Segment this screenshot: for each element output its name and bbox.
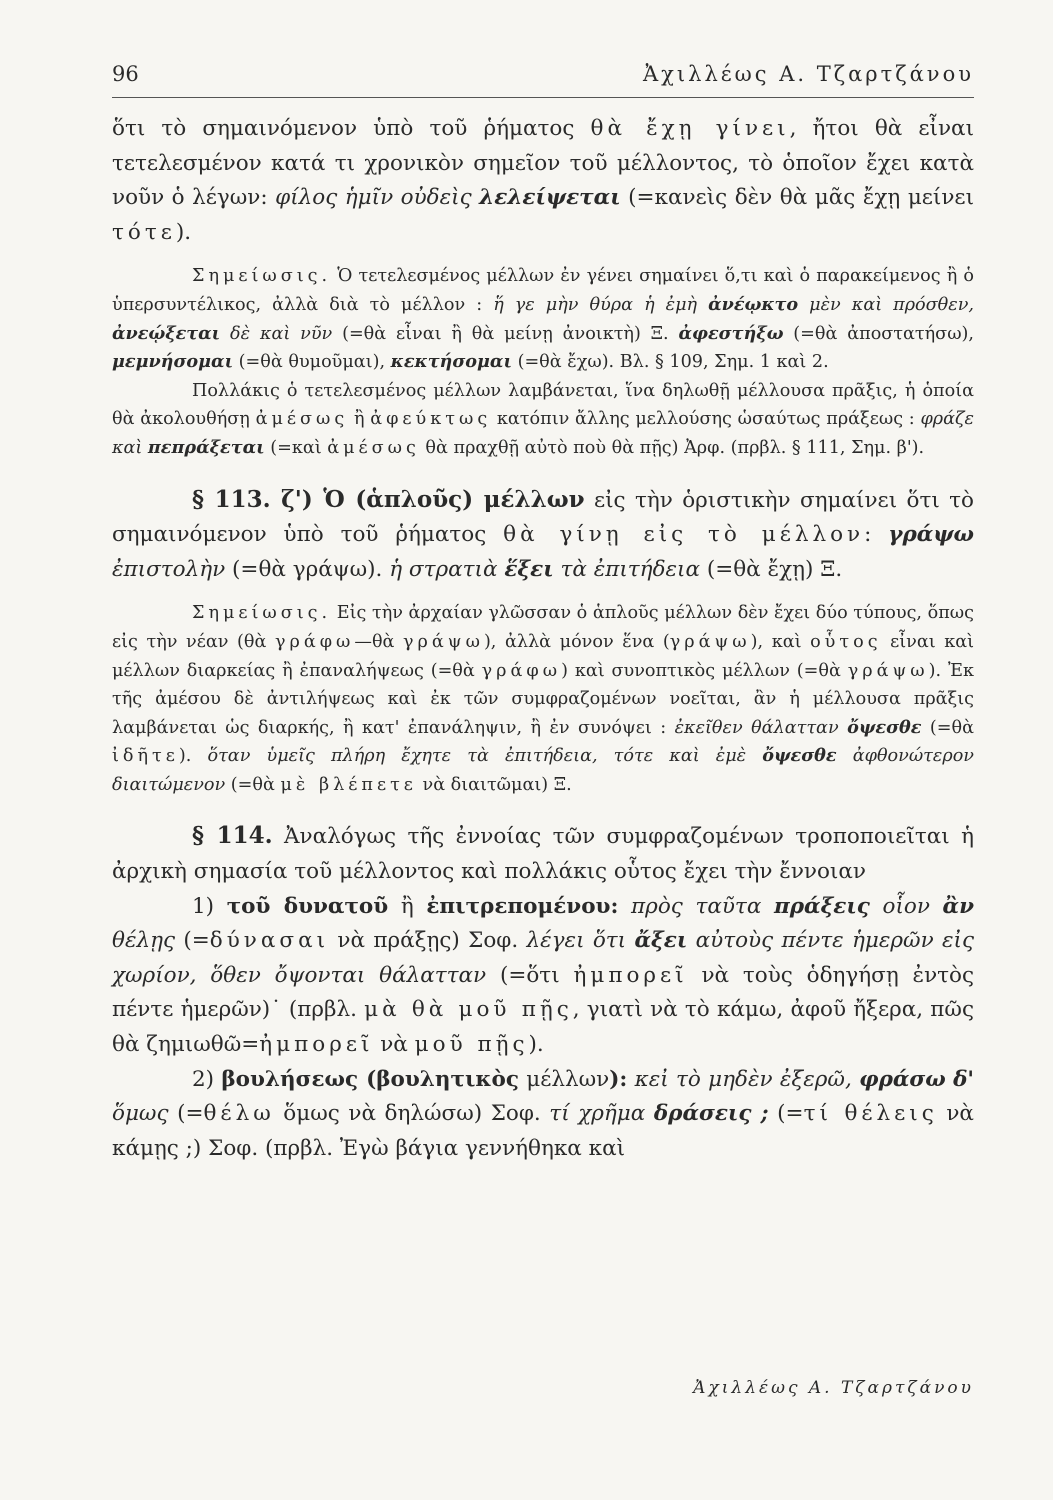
note-simple-future (112, 599, 974, 799)
bold-text: βουλήσεως (βουλητικὸς (221, 1066, 519, 1092)
bold-italic-text: λελείψεται (479, 185, 621, 211)
spaced-text: ἀφεύκτως (370, 409, 492, 430)
text: (= (168, 1101, 204, 1127)
text: (=θὰ (921, 717, 974, 738)
section-heading: § 113. ζ') Ὁ (ἁπλοῦς) μέλλων (192, 485, 585, 513)
italic-text: αὐτοὺς πέντε ἡμερῶν εἰς χωρίον, ὅθεν ὄψονται θάλατταν (112, 928, 975, 988)
bold-italic-text: ἂν (942, 893, 975, 919)
spaced-text: θὰ ἔχῃ γίνει (590, 116, 790, 141)
text: , ἤτοι θὰ εἶναι τετελεσμένον κατά τι χρονικὸν σημεῖον τοῦ μέλλοντος, τὸ ὁποῖον ἔχει κατὰ νοῦν ὁ λέγων: (112, 116, 975, 211)
bold-italic-text: μεμνήσομαι (112, 351, 234, 373)
spaced-text: μοῦ πῇς (414, 1032, 529, 1058)
bold-text: ἐπιτρεπομένου: (426, 893, 619, 919)
note-label: Σημείωσις. (192, 603, 332, 624)
italic-text: κεἰ τὸ μηδὲν ἐξερῶ, (627, 1066, 860, 1092)
page-header (112, 58, 974, 98)
bold-italic-text: δ' (953, 1066, 975, 1092)
italic-text: ὅμως (112, 1101, 169, 1127)
italic-text: τί χρῆμα (549, 1101, 654, 1127)
page-body (112, 112, 974, 1166)
spaced-text: ἀμέσως (327, 437, 420, 458)
italic-text: πρὸς ταῦτα (618, 893, 774, 919)
text: (=θὰ γράψω). (225, 556, 390, 582)
italic-text: λέγει ὅτι (526, 928, 635, 954)
text: ). (178, 746, 208, 767)
section-113 (112, 483, 974, 588)
bold-italic-text: ὄψεσθε (762, 745, 837, 767)
text: , γιατὶ νὰ τὸ κάμω, ἀφοῦ ἤξερα, πῶς θὰ ζημιωθῶ= (112, 997, 974, 1058)
spaced-text: γράψω (669, 631, 751, 652)
item-volition (112, 1063, 974, 1167)
text: ) καὶ συνοπτικὸς μέλλων (=θὰ (561, 660, 848, 681)
text: (= (175, 928, 210, 954)
running-title: Ἀχιλλέως Α. Τζαρτζάνου (643, 62, 974, 86)
italic-text: φράζε καὶ (112, 409, 974, 458)
text: ), καὶ (750, 631, 811, 652)
text: νὰ κάμῃς ;) Σοφ. (πρβλ. Ἐγὼ βάγια γεννήθηκα καὶ (112, 1101, 974, 1161)
spaced-text: θέλω (203, 1101, 275, 1127)
text: ), ἀλλὰ μόνον ἕνα ( (483, 631, 670, 652)
footer-signature: Ἀχιλλέως Α. Τζαρτζάνου (693, 1378, 974, 1398)
italic-text: μὲν καὶ πρόσθεν, (798, 294, 974, 315)
item-number: 2) (192, 1066, 222, 1092)
section-114 (112, 819, 974, 889)
text: (=θὰ ἔχω). Βλ. § 109, Σημ. 1 καὶ 2. (511, 352, 829, 373)
text: ). (175, 219, 192, 245)
bold-italic-text: πεπράξεται (147, 436, 265, 458)
spaced-text: μὰ θὰ μοῦ πῇς (364, 997, 573, 1023)
spaced-text: ἠμπορεῖ (259, 1032, 374, 1058)
italic-text: οἷον (869, 893, 943, 919)
item-possibility (112, 890, 974, 1063)
bold-italic-text: γράψω (888, 522, 975, 548)
text: (=θὰ ἀποστατήσω), (783, 323, 974, 344)
italic-text: ἐπιστολὴν (112, 556, 226, 582)
italic-text: ὅταν ὑμεῖς πλήρη ἔχητε τὰ ἐπιτήδεια, τότε καὶ ἐμὲ (207, 746, 763, 767)
text: νὰ (373, 1032, 415, 1058)
header-rule (112, 97, 974, 98)
italic-text: ἀφθονώτερον διαιτώμενον (112, 746, 974, 795)
item-number: 1) (192, 893, 227, 919)
text: ). Ἐκ τῆς ἀμέσου δὲ ἀντιλήψεως καὶ ἐκ τῶν συμφραζομένων νοεῖται, ἂν ἡ μέλλουσα πρᾶξις λαμβάνεται ὡς διαρκής, ἢ κατ' ἐπανάληψιν, ἢ ἐν συνόψει : (112, 660, 975, 738)
text: ὅμως νὰ δηλώσω) Σοφ. (274, 1101, 550, 1127)
spacer (112, 463, 974, 483)
text: (= (768, 1101, 804, 1127)
page-number: 96 (112, 62, 139, 86)
text: ὅτι τὸ σημαινόμενον ὑπὸ τοῦ ῥήματος (112, 116, 591, 141)
spacer (112, 799, 974, 819)
spaced-text: ἀμέσως (255, 409, 349, 430)
spaced-text: γράψω (847, 660, 929, 681)
note-label: Σημείωσις. (192, 266, 332, 287)
spacer (112, 250, 974, 262)
bold-italic-text: ἄξει (634, 928, 688, 954)
note-perfect-future (112, 262, 974, 376)
text: θὰ πραχθῇ αὐτὸ ποὺ θὰ πῇς) Ἀρφ. (πρβλ. § 111, Σημ. β'). (419, 437, 925, 458)
bold-italic-text: φράσω (859, 1066, 946, 1092)
text (946, 1067, 953, 1092)
text: ἢ (388, 893, 427, 919)
text: (=κανεὶς δὲν θὰ μᾶς ἔχῃ μείνει (620, 185, 974, 211)
text: κατόπιν ἄλλης μελλούσης ὡσαύτως πράξεως : (491, 409, 921, 430)
spaced-text: γράφω (481, 660, 562, 681)
text: (=θὰ (225, 774, 281, 795)
bold-italic-text: ὄψεσθε (847, 716, 922, 738)
spaced-text: ἰδῆτε (112, 746, 179, 767)
spaced-text: τί θέλεις (803, 1101, 938, 1127)
text: (=θὰ θυμοῦμαι), (233, 352, 391, 373)
spaced-text: δύνασαι (209, 928, 330, 954)
text: (=θὰ ἔχῃ) Ξ. (700, 556, 843, 582)
spaced-text: γράψω (403, 631, 484, 652)
spaced-text: ἠμπορεῖ (573, 962, 688, 988)
section-heading: § 114. (192, 822, 273, 850)
text: (=θὰ εἶναι ἢ θὰ μείνῃ ἀνοικτὴ) Ξ. (332, 323, 679, 344)
italic-text: δὲ καὶ νῦν (220, 323, 333, 344)
text: Πολλάκις ὁ τετελεσμένος μέλλων λαμβάνεται, ἵνα δηλωθῇ μέλλουσα πρᾶξις, ἡ ὁποία θὰ ἀκολουθήσῃ (112, 380, 974, 430)
bold-text: τοῦ δυνατοῦ (226, 893, 389, 919)
bold-italic-text: δράσεις ; (653, 1101, 769, 1127)
text: Εἰς τὴν ἀρχαίαν γλῶσσαν ὁ ἁπλοῦς μέλλων δὲν ἔχει δύο τύπους, ὅπως εἰς τὴν νέαν (θὰ (112, 603, 974, 652)
text: : (864, 522, 889, 548)
text: μέλλων (518, 1066, 610, 1092)
bold-italic-text: ἕξει (504, 556, 554, 582)
italic-text: θέλῃς (112, 928, 176, 954)
text: εἶναι καὶ μέλλων διαρκείας ἢ ἐπαναλήψεως (=θὰ (112, 631, 975, 681)
text: νὰ διαιτῶμαι) Ξ. (416, 774, 572, 795)
spaced-text: τότε (112, 219, 176, 245)
text: —θὰ (354, 631, 404, 652)
text: ). (528, 1032, 544, 1058)
bold-italic-text: ἀνέῳκτο (708, 293, 799, 315)
bold-italic-text: κεκτήσομαι (390, 351, 512, 373)
italic-text: ἡ στρατιὰ (389, 556, 505, 582)
text: νὰ πράξῃς) Σοφ. (329, 928, 527, 954)
bold-italic-text: ἀνεῴξεται (112, 322, 221, 344)
bold-italic-text: πράξεις (773, 893, 870, 919)
spaced-text: μὲ βλέπετε (280, 774, 417, 795)
italic-text: ἥ γε μὴν θύρα ἡ ἐμὴ (493, 294, 709, 315)
text: εἰς τὴν ὁριστικὴν σημαίνει ὅτι τὸ σημαινόμενον ὑπὸ τοῦ ῥήματος (112, 487, 975, 548)
text: ἢ (348, 409, 371, 430)
spaced-text: οὗτος (810, 631, 882, 652)
italic-text: τὰ ἐπιτήδεια (553, 556, 700, 582)
text: Ὁ τετελεσμένος μέλλων ἐν γένει σημαίνει ὅ,τι καὶ ὁ παρακείμενος ἢ ὁ ὑπερσυντέλικος, ἀλλὰ διὰ τὸ μέλλον : (112, 266, 974, 315)
italic-text: ἐκεῖθεν θάλατταν (674, 717, 848, 738)
bold-italic-text: ἀφεστήξω (678, 322, 784, 344)
note-immediate-action (112, 377, 974, 463)
bold-text: ): (609, 1066, 628, 1092)
spacer (112, 587, 974, 599)
text: νὰ τοὺς ὁδηγήσῃ ἐντὸς πέντε ἡμερῶν)˙ (πρβλ. (112, 962, 975, 1023)
spaced-text: θὰ γίνῃ εἰς τὸ μέλλον (503, 522, 865, 548)
italic-text: φίλος ἡμῖν οὐδεὶς (275, 185, 480, 211)
text: (=καὶ (264, 437, 328, 458)
text: (=ὅτι (486, 962, 574, 988)
spaced-text: γράφω (274, 631, 355, 652)
text: Ἀναλόγως τῆς ἐννοίας τῶν συμφραζομένων τροποποιεῖται ἡ ἀρχικὴ σημασία τοῦ μέλλοντος καὶ πολλάκις οὗτος ἔχει τὴν ἔννοιαν (112, 824, 974, 885)
paragraph-continuation (112, 112, 974, 250)
